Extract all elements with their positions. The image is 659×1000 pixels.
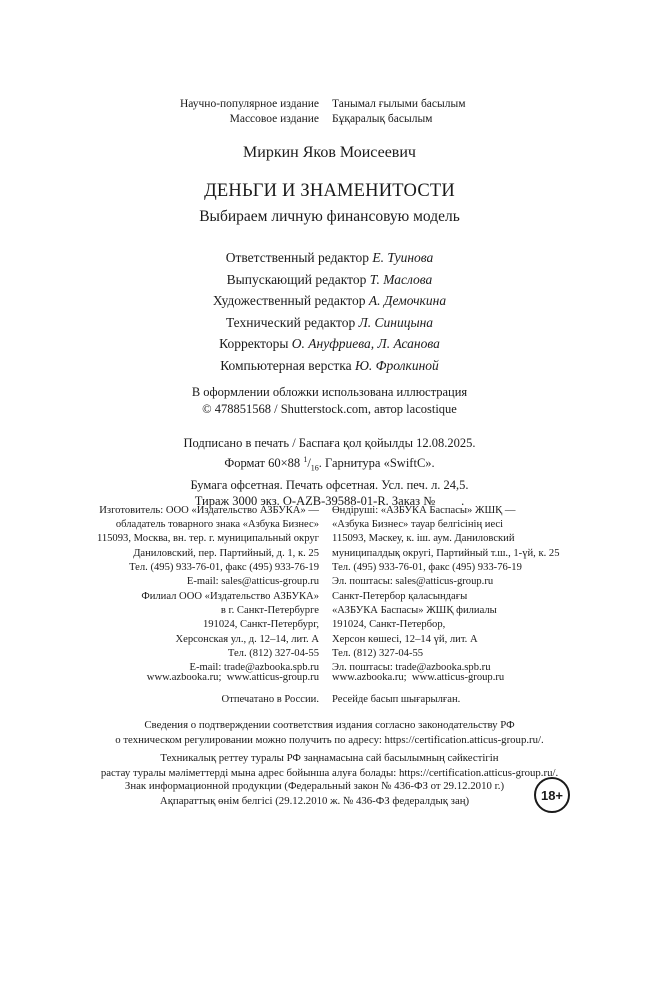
- age-rating-badge: 18+: [534, 777, 570, 813]
- print-paper-line: Бумага офсетная. Печать офсетная. Усл. печ. л. 24,5.: [190, 477, 469, 492]
- manufacturer-kz-line: «Азбука Бизнес» тауар белгісінің иесі: [332, 519, 504, 531]
- format-frac-den: 16: [310, 463, 319, 473]
- cover-illustration-note: [0, 384, 659, 417]
- book-subtitle: Выбираем личную финансовую модель: [199, 208, 460, 225]
- credits-list: [0, 247, 659, 377]
- edition-type-row: [0, 112, 659, 127]
- credit-person: Л. Синицына: [358, 314, 434, 330]
- format-frac-num: 1: [303, 454, 308, 464]
- credit-person: Ю. Фролкиной: [354, 357, 439, 373]
- manufacturer-kz-line: муниципалдық округі, Партийный т.ш., 1-үй, к. 25: [332, 547, 560, 559]
- branch-block: [0, 590, 659, 675]
- author-name: Миркин Яков Моисеевич: [243, 144, 416, 161]
- credit-person: Т. Маслова: [369, 271, 433, 287]
- branch-kz-line: «АЗБУКА Баспасы» ЖШҚ филиалы: [332, 605, 497, 617]
- manufacturer-ru-line: обладатель товарного знака «Азбука Бизнес»: [115, 519, 319, 531]
- cover-note-line: © 478851568 / Shutterstock.com, автор lacostique: [202, 401, 457, 416]
- edition-type-ru: Массовое издание: [229, 113, 319, 125]
- credit-person: О. Ануфриева, Л. Асанова: [291, 336, 440, 352]
- certification-ru-line: Сведения о подтверждении соответствия издания согласно законодательству РФ: [144, 719, 515, 731]
- credit-role: Выпускающий редактор: [226, 271, 367, 287]
- branch-ru-line: в г. Санкт-Петербурге: [220, 605, 319, 617]
- edition-type-header: [0, 97, 659, 127]
- credit-role: Компьютерная верстка: [220, 357, 352, 373]
- branch-ru-line: E-mail: trade@azbooka.spb.ru: [189, 662, 319, 674]
- edition-type-row: [0, 97, 659, 112]
- credit-role: Корректоры: [219, 336, 289, 352]
- certification-ru-line: о техническом регулировании можно получить по адресу: https://certification.atticus-group.ru/.: [115, 733, 544, 746]
- print-signed-line: Подписано в печать / Баспаға қол қойылды 12.08.2025.: [183, 436, 476, 450]
- credit-line: [0, 312, 659, 334]
- manufacturer-ru-line: 115093, Москва, вн. тер. г. муниципальный округ: [96, 533, 319, 545]
- print-info: [0, 435, 659, 510]
- certification-kz: [0, 751, 659, 780]
- edition-type-ru: Научно-популярное издание: [179, 98, 319, 110]
- branch-kz-line: Херсон көшесі, 12–14 үй, лит. А: [332, 633, 478, 645]
- website-links-ru[interactable]: www.azbooka.ru; www.atticus-group.ru: [146, 672, 319, 683]
- credit-line: [0, 247, 659, 269]
- branch-kz-line: Эл. поштасы: trade@azbooka.spb.ru: [332, 662, 491, 674]
- manufacturer-ru-line: E-mail: sales@atticus-group.ru: [186, 576, 319, 588]
- credit-person: А. Демочкина: [368, 293, 447, 309]
- manufacturer-kz-line: Эл. поштасы: sales@atticus-group.ru: [332, 576, 494, 588]
- websites-row: [0, 671, 659, 685]
- edition-type-kz: Бұқаралық басылым: [332, 113, 433, 125]
- book-title: ДЕНЬГИ И ЗНАМЕНИТОСТИ: [204, 181, 455, 201]
- credit-role: Технический редактор: [225, 314, 356, 330]
- credit-line: [0, 269, 659, 291]
- format-prefix: Формат 60×88: [224, 455, 301, 470]
- print-run-text: Тираж 3000 экз. O-AZB-39588-01-R. Заказ №: [194, 494, 436, 509]
- print-run-line: Тираж 3000 экз. O-AZB-39588-01-R. Заказ № .: [194, 494, 465, 509]
- printed-in-row: [0, 693, 659, 707]
- branch-kz-line: 191024, Санкт-Петербор,: [332, 619, 446, 631]
- credit-role: Ответственный редактор: [225, 250, 370, 265]
- branch-ru-line: Тел. (812) 327-04-55: [227, 647, 319, 659]
- credit-role: Художественный редактор: [212, 293, 366, 309]
- branch-ru-line: 191024, Санкт-Петербург,: [202, 619, 319, 631]
- info-sign-line: Знак информационной продукции (Федеральный закон № 436-ФЗ от 29.12.2010 г.): [124, 780, 505, 792]
- credit-line: [0, 355, 659, 377]
- credit-person: Е. Туинова: [372, 250, 434, 265]
- info-sign-line: Ақпараттық өнім белгісі (29.12.2010 ж. № 436-ФЗ федералдық заң): [159, 794, 470, 807]
- credit-line: [0, 290, 659, 312]
- credit-line: [0, 333, 659, 355]
- branch-ru-line: Филиал ООО «Издательство АЗБУКА»: [141, 591, 319, 602]
- manufacturer-ru-line: Изготовитель: ООО «Издательство АЗБУКА» —: [99, 505, 319, 516]
- branch-kz-line: Санкт-Петербор қаласындағы: [332, 591, 468, 602]
- format-suffix: . Гарнитура «SwiftC».: [318, 455, 435, 470]
- manufacturer-kz-line: 115093, Мәскеу, к. іш. аум. Даниловский: [332, 533, 515, 545]
- manufacturer-kz-line: Өндіруші: «АЗБУКА Баспасы» ЖШҚ —: [332, 505, 516, 516]
- branch-kz-line: Тел. (812) 327-04-55: [332, 647, 424, 659]
- branch-ru-line: Херсонская ул., д. 12–14, лит. А: [175, 633, 319, 645]
- manufacturer-ru-line: Даниловский, пер. Партийный, д. 1, к. 25: [133, 547, 319, 559]
- cover-note-line: В оформлении обложки использована иллюстрация: [191, 385, 468, 399]
- manufacturer-block: [0, 504, 659, 589]
- manufacturer-kz-line: Тел. (495) 933-76-01, факс (495) 933-76-19: [332, 561, 522, 573]
- edition-type-kz: Танымал ғылыми басылым: [332, 98, 466, 110]
- printed-in-kz: Ресейде басып шығарылған.: [332, 694, 461, 705]
- certification-ru: [0, 718, 659, 747]
- certification-kz-line: Техникалық реттеу туралы РФ заңнамасына сай басылымның сәйкестігін: [160, 752, 499, 764]
- certification-kz-line: растау туралы мәліметтерді мына адрес бойынша алуға болады: https://certification.atticus-group.ru/.: [100, 766, 559, 779]
- manufacturer-ru-line: Тел. (495) 933-76-01, факс (495) 933-76-19: [129, 561, 319, 573]
- printed-in-ru: Отпечатано в России.: [221, 694, 319, 705]
- print-format-line: Формат 60×88 $^1/_{16}$. Гарнитура «SwiftC».: [224, 454, 435, 473]
- website-links-kz[interactable]: www.azbooka.ru; www.atticus-group.ru: [332, 672, 505, 683]
